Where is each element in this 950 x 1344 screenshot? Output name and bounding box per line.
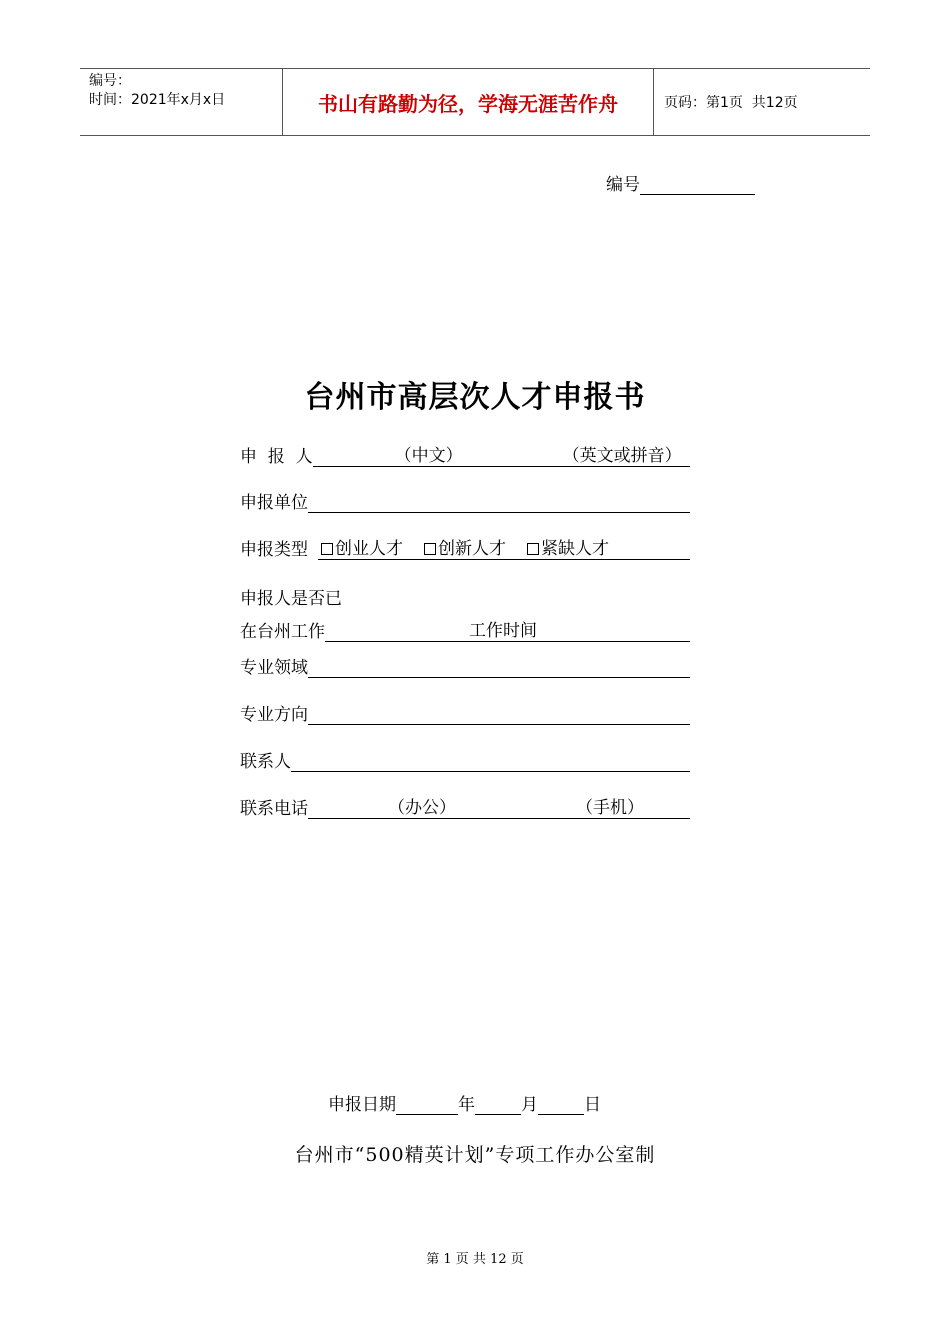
english-hint: （英文或拼音） xyxy=(562,446,682,466)
date-label: 申报日期 xyxy=(328,1095,396,1115)
contact-input[interactable] xyxy=(291,749,690,772)
header-number-label: 编号： xyxy=(89,73,131,89)
phone-field[interactable] xyxy=(308,796,690,819)
date-year-label: 年 xyxy=(458,1095,475,1115)
page-title: 台州市高层次人才申报书 xyxy=(304,380,646,415)
document-number-field[interactable] xyxy=(640,176,755,195)
field-label: 专业领域 xyxy=(240,658,308,678)
type-label: 申报类型 xyxy=(240,540,308,560)
contact-label: 联系人 xyxy=(240,752,291,772)
date-month-field[interactable] xyxy=(475,1094,521,1115)
unit-label: 申报单位 xyxy=(240,493,308,513)
header-page-info xyxy=(654,69,870,135)
type-options xyxy=(318,537,690,560)
direction-input[interactable] xyxy=(308,702,690,725)
issuing-office: 台州市“500精英计划”专项工作办公室制 xyxy=(294,1144,656,1166)
page-footer: 第 1 页 共 12 页 xyxy=(426,1252,524,1267)
applicant-label: 申 报 人 xyxy=(240,447,313,467)
field-input[interactable] xyxy=(308,655,690,678)
date-month-label: 月 xyxy=(521,1095,538,1115)
type-option-entrepreneur: 创业人才 xyxy=(335,539,403,559)
working-question-line1: 申报人是否已 xyxy=(240,589,342,609)
date-day-field[interactable] xyxy=(538,1094,584,1115)
contact-row xyxy=(240,748,690,772)
header-meta xyxy=(80,69,282,135)
type-option-innovation: 创新人才 xyxy=(438,539,506,559)
type-option-shortage: 紧缺人才 xyxy=(541,539,609,559)
working-row xyxy=(240,618,690,642)
direction-row xyxy=(240,701,690,725)
chinese-hint: （中文） xyxy=(394,446,463,466)
document-number xyxy=(606,170,755,195)
type-checkbox-entrepreneur[interactable] xyxy=(321,543,333,555)
unit-row xyxy=(240,489,690,513)
header-motto: 书山有路勤为径，学海无涯苦作舟 xyxy=(282,69,654,135)
date-year-field[interactable] xyxy=(396,1094,458,1115)
date-day-label: 日 xyxy=(584,1095,601,1115)
direction-label: 专业方向 xyxy=(240,705,308,725)
field-row xyxy=(240,654,690,678)
phone-label: 联系电话 xyxy=(240,799,308,819)
header-page-info-text: 页码：第1页 共12页 xyxy=(664,95,798,111)
applicant-row xyxy=(240,443,690,467)
applicant-field[interactable] xyxy=(313,444,690,467)
type-row xyxy=(240,536,690,560)
office-hint: （办公） xyxy=(388,798,456,818)
working-field[interactable] xyxy=(325,619,690,642)
page-header xyxy=(80,68,870,136)
mobile-hint: （手机） xyxy=(576,798,644,818)
working-question-line2: 在台州工作 xyxy=(240,622,325,642)
document-number-label: 编号 xyxy=(606,175,640,195)
header-time-label: 时间：2021年x月x日 xyxy=(89,92,226,108)
phone-row xyxy=(240,795,690,819)
work-time-label: 工作时间 xyxy=(469,621,537,641)
application-date xyxy=(328,1090,601,1115)
type-checkbox-shortage[interactable] xyxy=(527,543,539,555)
type-checkbox-innovation[interactable] xyxy=(424,543,436,555)
unit-field[interactable] xyxy=(308,490,690,513)
